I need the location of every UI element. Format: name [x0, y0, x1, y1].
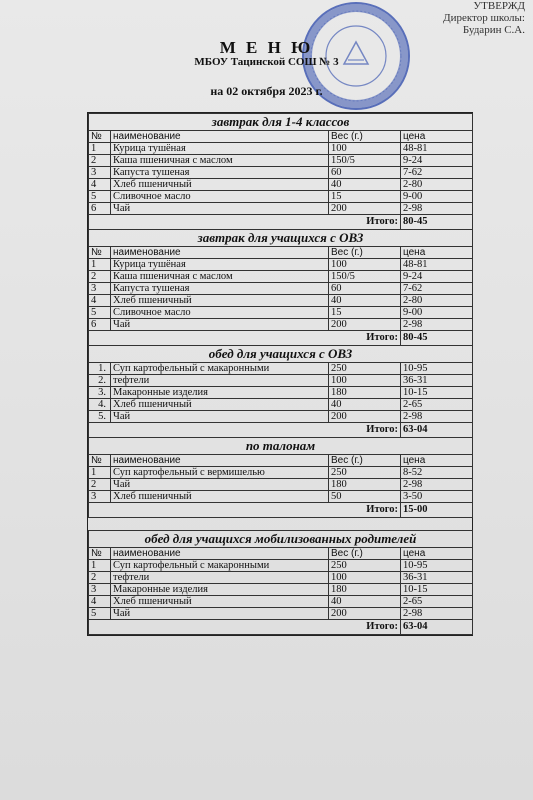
- total-label: Итого:: [89, 503, 401, 518]
- total-row: [89, 331, 473, 346]
- total-row: [89, 503, 473, 518]
- item-price: 2-80: [401, 295, 473, 307]
- item-name: Курица тушёная: [111, 259, 329, 271]
- item-price: 10-95: [401, 363, 473, 375]
- item-price: 36-31: [401, 375, 473, 387]
- page-title: М Е Н Ю: [219, 38, 314, 57]
- approved-label: УТВЕРЖД: [473, 0, 525, 12]
- item-price: 9-24: [401, 155, 473, 167]
- item-weight: 180: [329, 387, 401, 399]
- section-title: завтрак для учащихся с ОВЗ: [89, 230, 473, 247]
- menu-sheet: [87, 112, 473, 636]
- total-value: 63-04: [401, 423, 473, 438]
- item-price: 9-00: [401, 191, 473, 203]
- item-name: Сливочное масло: [111, 307, 329, 319]
- item-name: Капуста тушеная: [111, 283, 329, 295]
- header-col-number: №: [89, 548, 111, 560]
- item-weight: 40: [329, 295, 401, 307]
- item-weight: 150/5: [329, 271, 401, 283]
- item-weight: 40: [329, 399, 401, 411]
- item-number: 1: [89, 467, 111, 479]
- item-weight: 250: [329, 363, 401, 375]
- item-number: 1: [89, 560, 111, 572]
- item-number: 2.: [89, 375, 111, 387]
- item-name: Макаронные изделия: [111, 387, 329, 399]
- item-price: 36-31: [401, 572, 473, 584]
- header-col-name: наименование: [111, 247, 329, 259]
- section-title-row: [89, 114, 473, 131]
- table-row: [89, 491, 473, 503]
- item-number: 2: [89, 271, 111, 283]
- section-title-row: [89, 230, 473, 247]
- table-row: [89, 467, 473, 479]
- item-name: Хлеб пшеничный: [111, 179, 329, 191]
- item-price: 2-98: [401, 411, 473, 423]
- item-name: Чай: [111, 608, 329, 620]
- item-number: 6: [89, 203, 111, 215]
- table-row: [89, 179, 473, 191]
- item-name: Хлеб пшеничный: [111, 491, 329, 503]
- section-title: по талонам: [89, 438, 473, 455]
- total-row: [89, 423, 473, 438]
- item-name: Чай: [111, 411, 329, 423]
- section-title-row: [89, 531, 473, 548]
- item-name: Хлеб пшеничный: [111, 295, 329, 307]
- header-col-weight: Вес (г.): [329, 247, 401, 259]
- item-price: 2-98: [401, 319, 473, 331]
- table-row: [89, 319, 473, 331]
- table-row: [89, 399, 473, 411]
- item-weight: 200: [329, 203, 401, 215]
- item-weight: 50: [329, 491, 401, 503]
- item-name: Суп картофельный с макаронными: [111, 363, 329, 375]
- header-col-weight: Вес (г.): [329, 131, 401, 143]
- table-row: [89, 167, 473, 179]
- item-number: 1: [89, 143, 111, 155]
- item-number: 5.: [89, 411, 111, 423]
- total-value: 63-04: [401, 620, 473, 635]
- section-title: обед для учащихся мобилизованных родителей: [89, 531, 473, 548]
- item-name: Курица тушёная: [111, 143, 329, 155]
- item-name: Сливочное масло: [111, 191, 329, 203]
- item-price: 2-98: [401, 203, 473, 215]
- item-weight: 180: [329, 479, 401, 491]
- table-header-row: [89, 548, 473, 560]
- item-number: 5: [89, 307, 111, 319]
- item-weight: 150/5: [329, 155, 401, 167]
- item-name: тефтели: [111, 375, 329, 387]
- table-row: [89, 283, 473, 295]
- item-price: 10-15: [401, 584, 473, 596]
- item-number: 3: [89, 491, 111, 503]
- total-value: 80-45: [401, 331, 473, 346]
- item-number: 5: [89, 608, 111, 620]
- item-number: 2: [89, 479, 111, 491]
- table-row: [89, 203, 473, 215]
- table-row: [89, 387, 473, 399]
- item-weight: 40: [329, 179, 401, 191]
- item-price: 2-98: [401, 479, 473, 491]
- header-col-number: №: [89, 131, 111, 143]
- table-row: [89, 307, 473, 319]
- total-row: [89, 215, 473, 230]
- table-row: [89, 584, 473, 596]
- item-price: 2-98: [401, 608, 473, 620]
- table-row: [89, 191, 473, 203]
- item-price: 48-81: [401, 259, 473, 271]
- item-weight: 60: [329, 283, 401, 295]
- item-weight: 250: [329, 560, 401, 572]
- item-number: 4: [89, 295, 111, 307]
- item-number: 3: [89, 584, 111, 596]
- table-row: [89, 479, 473, 491]
- item-weight: 100: [329, 375, 401, 387]
- item-price: 8-52: [401, 467, 473, 479]
- header-col-weight: Вес (г.): [329, 548, 401, 560]
- table-row: [89, 271, 473, 283]
- item-weight: 60: [329, 167, 401, 179]
- item-price: 10-95: [401, 560, 473, 572]
- table-header-row: [89, 455, 473, 467]
- item-price: 9-00: [401, 307, 473, 319]
- item-price: 9-24: [401, 271, 473, 283]
- item-weight: 180: [329, 584, 401, 596]
- item-name: Хлеб пшеничный: [111, 399, 329, 411]
- item-name: Чай: [111, 203, 329, 215]
- header-col-name: наименование: [111, 455, 329, 467]
- total-label: Итого:: [89, 215, 401, 230]
- item-price: 7-62: [401, 283, 473, 295]
- item-name: Каша пшеничная с маслом: [111, 271, 329, 283]
- item-weight: 200: [329, 319, 401, 331]
- header-col-price: цена: [401, 247, 473, 259]
- approval-block: [443, 0, 525, 36]
- item-price: 7-62: [401, 167, 473, 179]
- item-number: 5: [89, 191, 111, 203]
- header-col-number: №: [89, 247, 111, 259]
- total-label: Итого:: [89, 423, 401, 438]
- total-row: [89, 620, 473, 635]
- header-col-weight: Вес (г.): [329, 455, 401, 467]
- item-number: 3: [89, 283, 111, 295]
- item-number: 1: [89, 259, 111, 271]
- item-name: Макаронные изделия: [111, 584, 329, 596]
- item-weight: 15: [329, 307, 401, 319]
- item-price: 3-50: [401, 491, 473, 503]
- item-name: Суп картофельный с вермишелью: [111, 467, 329, 479]
- header-col-price: цена: [401, 131, 473, 143]
- item-weight: 100: [329, 259, 401, 271]
- table-row: [89, 259, 473, 271]
- header-col-number: №: [89, 455, 111, 467]
- table-header-row: [89, 247, 473, 259]
- header-col-price: цена: [401, 548, 473, 560]
- section-title: завтрак для 1-4 классов: [89, 114, 473, 131]
- table-header-row: [89, 131, 473, 143]
- item-name: тефтели: [111, 572, 329, 584]
- table-row: [89, 375, 473, 387]
- item-price: 2-80: [401, 179, 473, 191]
- item-number: 4: [89, 179, 111, 191]
- table-row: [89, 295, 473, 307]
- item-weight: 40: [329, 596, 401, 608]
- header-col-name: наименование: [111, 548, 329, 560]
- item-number: 1.: [89, 363, 111, 375]
- section-title-row: [89, 438, 473, 455]
- item-price: 48-81: [401, 143, 473, 155]
- table-row: [89, 608, 473, 620]
- section-gap: [89, 518, 473, 531]
- table-row: [89, 155, 473, 167]
- item-number: 6: [89, 319, 111, 331]
- item-weight: 250: [329, 467, 401, 479]
- menu-table: [88, 113, 473, 635]
- section-title-row: [89, 346, 473, 363]
- item-name: Хлеб пшеничный: [111, 596, 329, 608]
- section-title: обед для учащихся с ОВЗ: [89, 346, 473, 363]
- table-row: [89, 572, 473, 584]
- director-name: Бударин С.А.: [462, 24, 525, 36]
- item-name: Капуста тушеная: [111, 167, 329, 179]
- header-col-name: наименование: [111, 131, 329, 143]
- item-weight: 100: [329, 572, 401, 584]
- item-number: 4.: [89, 399, 111, 411]
- director-label: Директор школы:: [443, 12, 525, 24]
- table-row: [89, 363, 473, 375]
- item-price: 2-65: [401, 399, 473, 411]
- table-row: [89, 143, 473, 155]
- item-weight: 200: [329, 608, 401, 620]
- item-name: Суп картофельный с макаронными: [111, 560, 329, 572]
- item-weight: 100: [329, 143, 401, 155]
- item-weight: 15: [329, 191, 401, 203]
- table-row: [89, 560, 473, 572]
- item-name: Чай: [111, 319, 329, 331]
- item-number: 2: [89, 155, 111, 167]
- header-col-price: цена: [401, 455, 473, 467]
- item-name: Чай: [111, 479, 329, 491]
- total-value: 80-45: [401, 215, 473, 230]
- table-row: [89, 596, 473, 608]
- menu-date: на 02 октября 2023 г.: [210, 84, 323, 98]
- item-number: 2: [89, 572, 111, 584]
- item-number: 3: [89, 167, 111, 179]
- school-name: МБОУ Тацинской СОШ № 3: [194, 56, 339, 68]
- item-weight: 200: [329, 411, 401, 423]
- table-row: [89, 411, 473, 423]
- item-price: 2-65: [401, 596, 473, 608]
- item-number: 3.: [89, 387, 111, 399]
- total-label: Итого:: [89, 331, 401, 346]
- item-name: Каша пшеничная с маслом: [111, 155, 329, 167]
- item-price: 10-15: [401, 387, 473, 399]
- item-number: 4: [89, 596, 111, 608]
- total-label: Итого:: [89, 620, 401, 635]
- total-value: 15-00: [401, 503, 473, 518]
